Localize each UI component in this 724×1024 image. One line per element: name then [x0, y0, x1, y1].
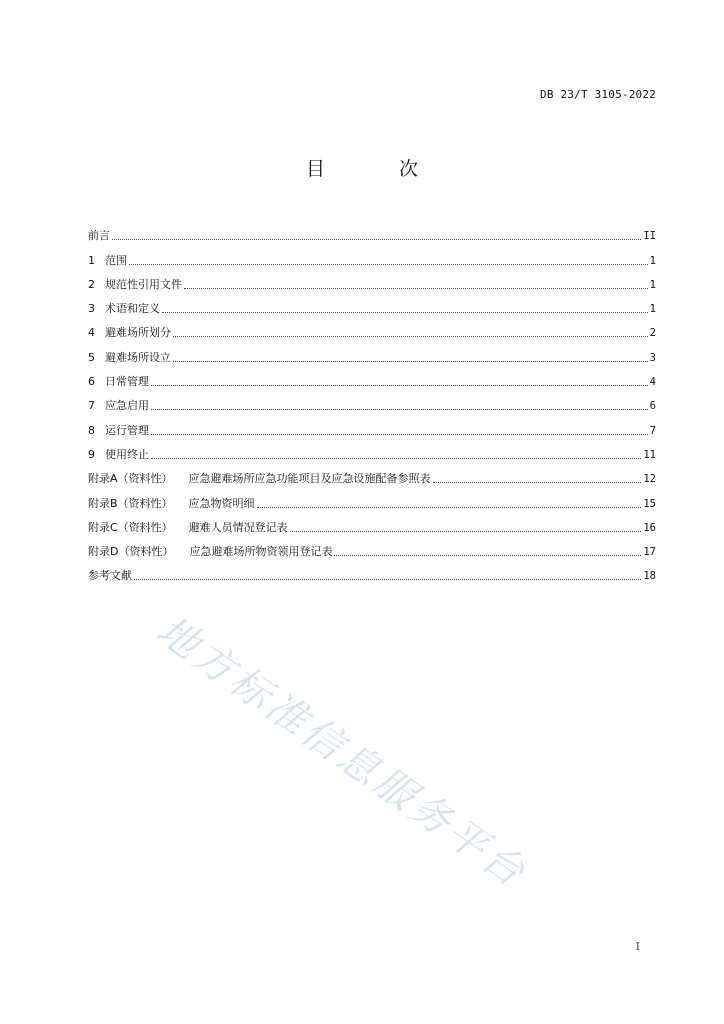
toc-entry-title: 规范性引用文件: [105, 277, 182, 291]
toc-entry-label-group: [88, 229, 110, 243]
toc-entry-label-group: [88, 326, 171, 340]
toc-entry-label-group: [88, 545, 332, 559]
table-of-contents: [88, 219, 656, 583]
toc-entry-page: 15: [643, 497, 656, 510]
toc-entry[interactable]: [88, 316, 656, 340]
toc-entry-label-group: [88, 569, 132, 583]
toc-entry-number: 4: [88, 326, 95, 340]
toc-entry[interactable]: [88, 365, 656, 389]
toc-entry[interactable]: [88, 486, 656, 510]
toc-entry-title: 应急避难场所物资领用登记表: [189, 545, 333, 559]
toc-entry-title: 避难人员情况登记表: [188, 520, 288, 534]
toc-entry-page: 6: [649, 400, 656, 413]
toc-entry[interactable]: [88, 511, 656, 535]
watermark: 地方标准信息服务平台: [148, 607, 536, 898]
toc-entry-number: 1: [88, 253, 95, 267]
toc-entry[interactable]: [88, 462, 656, 486]
toc-entry-page: 1: [649, 303, 656, 316]
toc-leader-dots: [334, 554, 641, 556]
toc-entry-label-group: [88, 351, 171, 365]
toc-entry-number: 附录C（资料性）: [88, 520, 173, 534]
toc-leader-dots: [151, 433, 648, 435]
toc-entry-page: II: [643, 230, 656, 243]
toc-title: 目 次: [305, 158, 453, 180]
toc-entry-label-group: [88, 497, 255, 511]
toc-entry-number: 附录D（资料性）: [88, 545, 174, 559]
toc-entry-title: 避难场所划分: [105, 326, 171, 340]
toc-entry-number: 附录B（资料性）: [88, 496, 173, 510]
toc-entry[interactable]: [88, 219, 656, 243]
toc-entry-title: 术语和定义: [105, 302, 160, 316]
toc-entry-number: 7: [88, 399, 95, 413]
toc-entry-title: 范围: [105, 253, 127, 267]
toc-entry[interactable]: [88, 268, 656, 292]
toc-entry[interactable]: [88, 243, 656, 267]
toc-entry-label-group: [88, 521, 288, 535]
toc-entry-title: 运行管理: [105, 423, 149, 437]
toc-leader-dots: [162, 311, 648, 313]
toc-entry[interactable]: [88, 438, 656, 462]
toc-entry-title: 应急避难场所应急功能项目及应急设施配备参照表: [188, 472, 431, 486]
toc-leader-dots: [290, 530, 642, 532]
toc-entry-label-group: [88, 424, 149, 438]
toc-entry-label-group: [88, 302, 160, 316]
toc-leader-dots: [112, 238, 641, 240]
toc-leader-dots: [173, 335, 648, 337]
toc-entry-title: 参考文献: [88, 569, 132, 583]
toc-entry-number: 5: [88, 350, 95, 364]
toc-entry-title: 前言: [88, 229, 110, 243]
toc-entry-title: 日常管理: [105, 375, 149, 389]
toc-entry[interactable]: [88, 535, 656, 559]
toc-entry[interactable]: [88, 340, 656, 364]
toc-entry-number: 2: [88, 277, 95, 291]
toc-entry-number: 9: [88, 447, 95, 461]
toc-entry-title: 应急物资明细: [188, 496, 255, 510]
toc-entry[interactable]: [88, 389, 656, 413]
toc-entry[interactable]: [88, 292, 656, 316]
toc-leader-dots: [151, 457, 641, 459]
toc-entry-number: 3: [88, 302, 95, 316]
toc-entry-page: 11: [643, 448, 656, 461]
toc-entry-page: 3: [649, 351, 656, 364]
toc-leader-dots: [129, 263, 648, 265]
toc-entry-label-group: [88, 472, 431, 486]
toc-entry-title: 避难场所设立: [105, 350, 171, 364]
toc-leader-dots: [134, 578, 641, 580]
toc-entry-page: 2: [649, 327, 656, 340]
toc-leader-dots: [184, 287, 648, 289]
toc-leader-dots: [173, 360, 648, 362]
toc-leader-dots: [433, 481, 642, 483]
toc-entry-page: 4: [649, 376, 656, 389]
toc-entry-number: 附录A（资料性）: [88, 472, 173, 486]
toc-entry[interactable]: [88, 413, 656, 437]
toc-entry-number: 6: [88, 375, 95, 389]
toc-entry-label-group: [88, 399, 149, 413]
toc-entry-title: 应急启用: [105, 399, 149, 413]
toc-entry-page: 17: [643, 546, 656, 559]
toc-entry-number: 8: [88, 423, 95, 437]
toc-leader-dots: [257, 506, 642, 508]
toc-entry-page: 1: [649, 278, 656, 291]
toc-entry-label-group: [88, 375, 149, 389]
toc-entry[interactable]: [88, 559, 656, 583]
toc-entry-label-group: [88, 448, 149, 462]
page-number: I: [635, 940, 640, 953]
toc-entry-page: 7: [649, 424, 656, 437]
toc-entry-label-group: [88, 254, 127, 268]
toc-entry-title: 使用终止: [105, 447, 149, 461]
toc-entry-page: 18: [643, 570, 656, 583]
document-code: DB 23/T 3105-2022: [540, 88, 656, 101]
toc-entry-page: 12: [643, 473, 656, 486]
toc-leader-dots: [151, 384, 648, 386]
toc-entry-label-group: [88, 278, 182, 292]
toc-leader-dots: [151, 408, 648, 410]
toc-entry-page: 16: [643, 521, 656, 534]
toc-entry-page: 1: [649, 254, 656, 267]
